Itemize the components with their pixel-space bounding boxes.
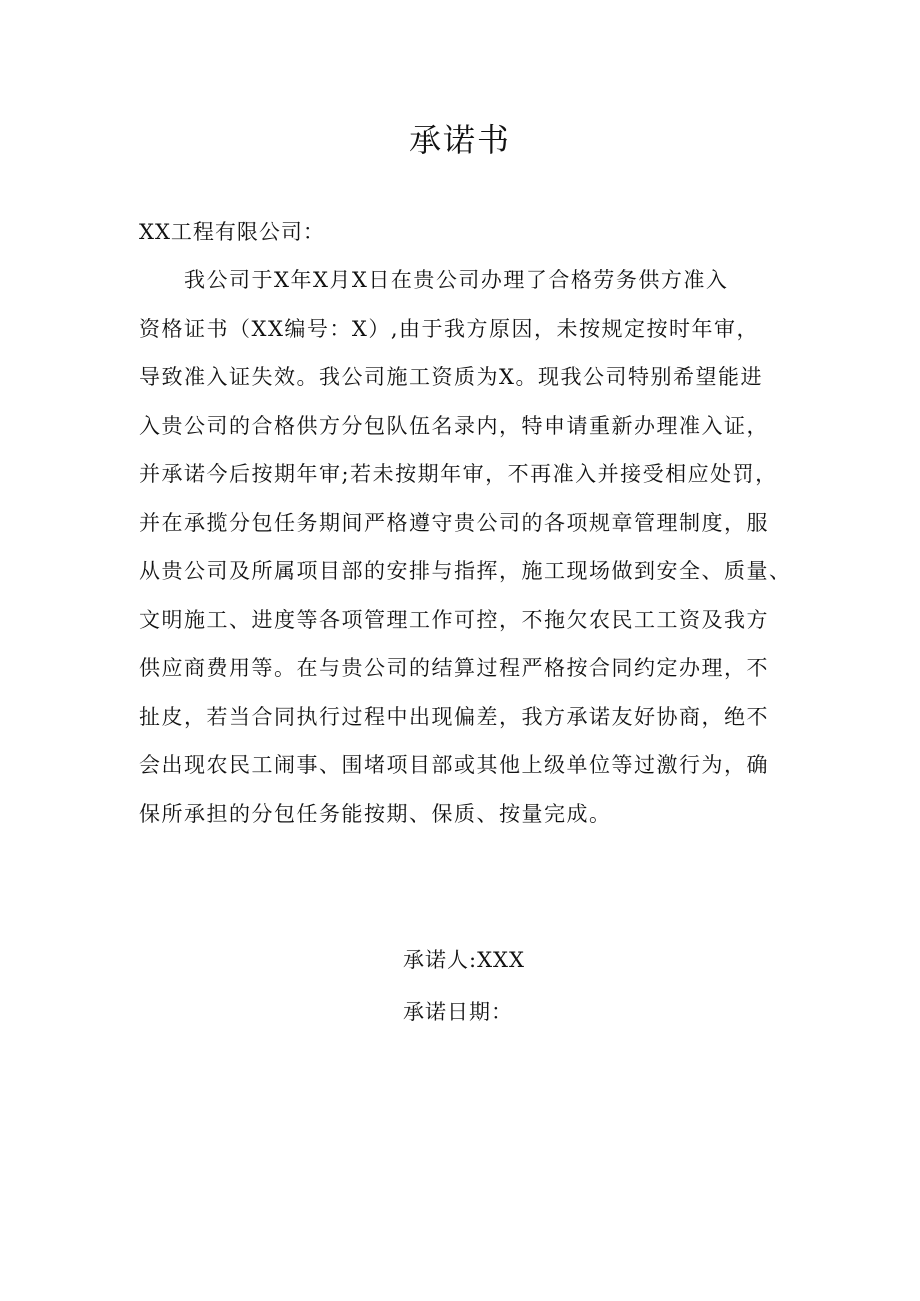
body-line: 扯皮，若当合同执行过程中出现偏差，我方承诺友好协商，绝不 — [139, 704, 769, 729]
body-line: 导致准入证失效。我公司施工资质为X。现我公司特别希望能进 — [139, 365, 763, 389]
recipient-line: XX工程有限公司： — [139, 220, 325, 244]
document-title: 承诺书 — [408, 121, 511, 159]
body-line: 从贵公司及所属项目部的安排与指挥，施工现场做到安全、质量、 — [139, 559, 792, 583]
body-line: 入贵公司的合格供方分包队伍名录内，特申请重新办理准入证， — [139, 413, 769, 438]
promisor-signature: 承诺人:XXX — [403, 948, 525, 972]
promise-date: 承诺日期： — [403, 1000, 513, 1024]
body-line: 保所承担的分包任务能按期、保质、按量完成。 — [139, 801, 612, 826]
body-line: 文明施工、进度等各项管理工作可控，不拖欠农民工工资及我方 — [139, 607, 769, 632]
body-line: 会出现农民工闹事、围堵项目部或其他上级单位等过激行为，确 — [139, 753, 769, 777]
body-line: 资格证书（XX编号：X）,由于我方原因，未按规定按时年审， — [139, 316, 760, 341]
body-line: 供应商费用等。在与贵公司的结算过程严格按合同约定办理，不 — [139, 656, 769, 680]
body-line: 并承诺今后按期年审;若未按期年审，不再准入并接受相应处罚， — [139, 462, 778, 486]
body-line: 并在承揽分包任务期间严格遵守贵公司的各项规章管理制度，服 — [139, 510, 769, 535]
body-text — [139, 262, 799, 844]
body-line: 我公司于X年X月X日在贵公司办理了合格劳务供方准入 — [184, 268, 729, 292]
